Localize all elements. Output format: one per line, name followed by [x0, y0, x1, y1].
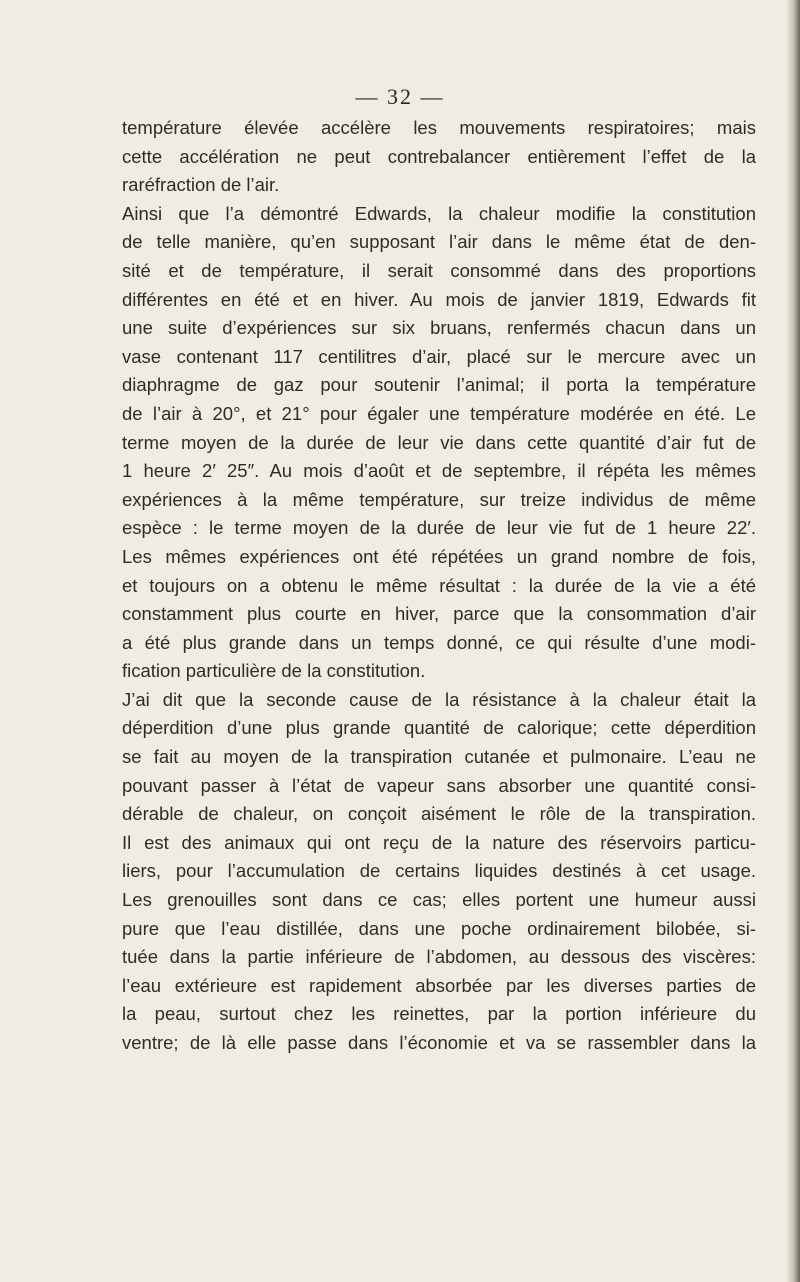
text-line: a été plus grande dans un temps donné, ce qui résulte d’une modi- [122, 631, 756, 653]
text-line: ventre; de là elle passe dans l’économie et va se rassembler dans la [122, 1032, 756, 1053]
text-line: dérable de chaleur, on conçoit aisément le rôle de la transpiration. [122, 803, 756, 825]
text-line: cette accélération ne peut contrebalancer entièrement l’effet de la [122, 145, 756, 167]
text-line: raréfraction de l’air. [122, 174, 280, 196]
text-line: terme moyen de la durée de leur vie dans cette quantité d’air fut de [122, 431, 756, 453]
text-line: se fait au moyen de la transpiration cutanée et pulmonaire. L’eau ne [122, 746, 756, 768]
body-text [122, 114, 756, 1058]
text-line: l’eau extérieure est rapidement absorbée par les diverses parties de [122, 974, 756, 996]
text-line: expériences à la même température, sur treize individus de même [122, 488, 756, 510]
text-line: vase contenant 117 centilitres d’air, placé sur le mercure avec un [122, 345, 756, 367]
text-line: J’ai dit que la seconde cause de la résistance à la chaleur était la [122, 688, 756, 710]
text-line: espèce : le terme moyen de la durée de leur vie fut de 1 heure 22′. [122, 517, 756, 539]
text-line: tuée dans la partie inférieure de l’abdomen, au dessous des viscères: [122, 946, 756, 968]
page-edge-shadow [786, 0, 800, 1282]
text-line: Les grenouilles sont dans ce cas; elles portent une humeur aussi [122, 889, 756, 911]
text-line: de telle manière, qu’en supposant l’air dans le même état de den- [122, 231, 756, 253]
text-line: fication particulière de la constitution. [122, 660, 426, 682]
text-line: Ainsi que l’a démontré Edwards, la chaleur modifie la constitution [122, 202, 756, 224]
text-line: liers, pour l’accumulation de certains liquides destinés à cet usage. [122, 860, 756, 882]
text-line: une suite d’expériences sur six bruans, renfermés chacun dans un [122, 317, 756, 339]
text-line: constamment plus courte en hiver, parce que la consommation d’air [122, 603, 756, 625]
text-line: sité et de température, il serait consommé dans des proportions [122, 259, 756, 281]
text-line: Il est des animaux qui ont reçu de la nature des réservoirs particu- [122, 831, 756, 853]
page-number: — 32 — [355, 84, 445, 109]
text-line: diaphragme de gaz pour soutenir l’animal; il porta la température [122, 374, 756, 396]
text-line: et toujours on a obtenu le même résultat : la durée de la vie a été [122, 574, 756, 596]
text-line: pouvant passer à l’état de vapeur sans absorber une quantité consi- [122, 774, 756, 796]
text-line: déperdition d’une plus grande quantité de calorique; cette déperdition [122, 717, 756, 739]
text-line: température élevée accélère les mouvements respiratoires; mais [122, 117, 756, 138]
text-line: 1 heure 2′ 25″. Au mois d’août et de septembre, il répéta les mêmes [122, 460, 756, 482]
text-line: la peau, surtout chez les reinettes, par la portion inférieure du [122, 1003, 756, 1025]
text-line: différentes en été et en hiver. Au mois de janvier 1819, Edwards fit [122, 288, 756, 310]
text-line: de l’air à 20°, et 21° pour égaler une température modérée en été. Le [122, 402, 756, 424]
text-line: Les mêmes expériences ont été répétées un grand nombre de fois, [122, 545, 756, 567]
text-line: pure que l’eau distillée, dans une poche ordinairement bilobée, si- [122, 917, 756, 939]
